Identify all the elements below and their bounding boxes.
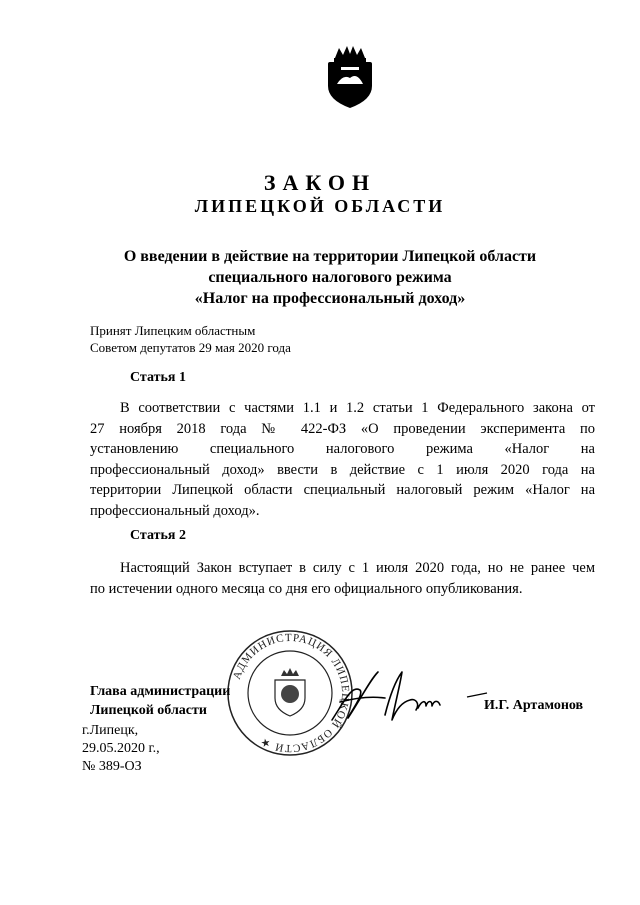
article-1-heading: Статья 1: [130, 370, 186, 385]
article-line: по истечении одного месяца со дня его официального опубликования.: [90, 580, 523, 597]
article-line: установлению специального налогового режима «Налог на: [90, 441, 595, 457]
handwritten-signature-icon: [330, 660, 480, 730]
article-2-text: [90, 558, 595, 599]
adoption-note-line: Принят Липецким областным: [90, 323, 256, 338]
article-line: профессиональный доход» ввести в действие с 1 июля 2020 года на: [90, 461, 595, 478]
registration-date: 29.05.2020 г.,: [82, 741, 160, 756]
article-line: Настоящий Закон вступает в силу с 1 июля 2020 года, но не ранее чем: [120, 560, 595, 576]
registration-place: г.Липецк,: [82, 723, 139, 738]
adoption-note-line: Советом депутатов 29 мая 2020 года: [90, 340, 291, 355]
subtitle-line: специального налогового режима: [208, 269, 452, 286]
signatory-name: И.Г. Артамонов: [484, 698, 584, 713]
signatory-role-line: Глава администрации: [90, 684, 231, 699]
article-2-heading: Статья 2: [130, 528, 186, 543]
signatory-role-line: Липецкой области: [90, 703, 207, 718]
document-region: ЛИПЕЦКОЙ ОБЛАСТИ: [194, 196, 446, 216]
article-1-text: [90, 398, 595, 521]
document-registration: [82, 722, 160, 776]
article-line: 27 ноября 2018 года № 422-ФЗ «О проведении эксперимента по: [90, 420, 595, 437]
article-line: территории Липецкой области специальный налоговый режим «Налог на: [90, 482, 595, 498]
document-title: ЗАКОН: [263, 170, 377, 195]
signatory-role: [90, 682, 230, 720]
lipetsk-coat-of-arms-icon: [321, 44, 379, 110]
adoption-note: [90, 322, 291, 356]
article-line: В соответствии с частями 1.1 и 1.2 статьи 1 Федерального закона от: [120, 400, 595, 416]
subtitle-line: О введении в действие на территории Липецкой области: [123, 248, 537, 265]
article-line: профессиональный доход».: [90, 502, 260, 519]
svg-text:АДМИНИСТРАЦИЯ ЛИПЕЦКОЙ ОБЛАСТИ: АДМИНИСТРАЦИЯ ЛИПЕЦКОЙ ОБЛАСТИ ★: [230, 631, 352, 755]
document-subtitle: [60, 246, 600, 309]
subtitle-line: «Налог на профессиональный доход»: [194, 290, 466, 307]
registration-number: № 389-ОЗ: [82, 759, 142, 774]
